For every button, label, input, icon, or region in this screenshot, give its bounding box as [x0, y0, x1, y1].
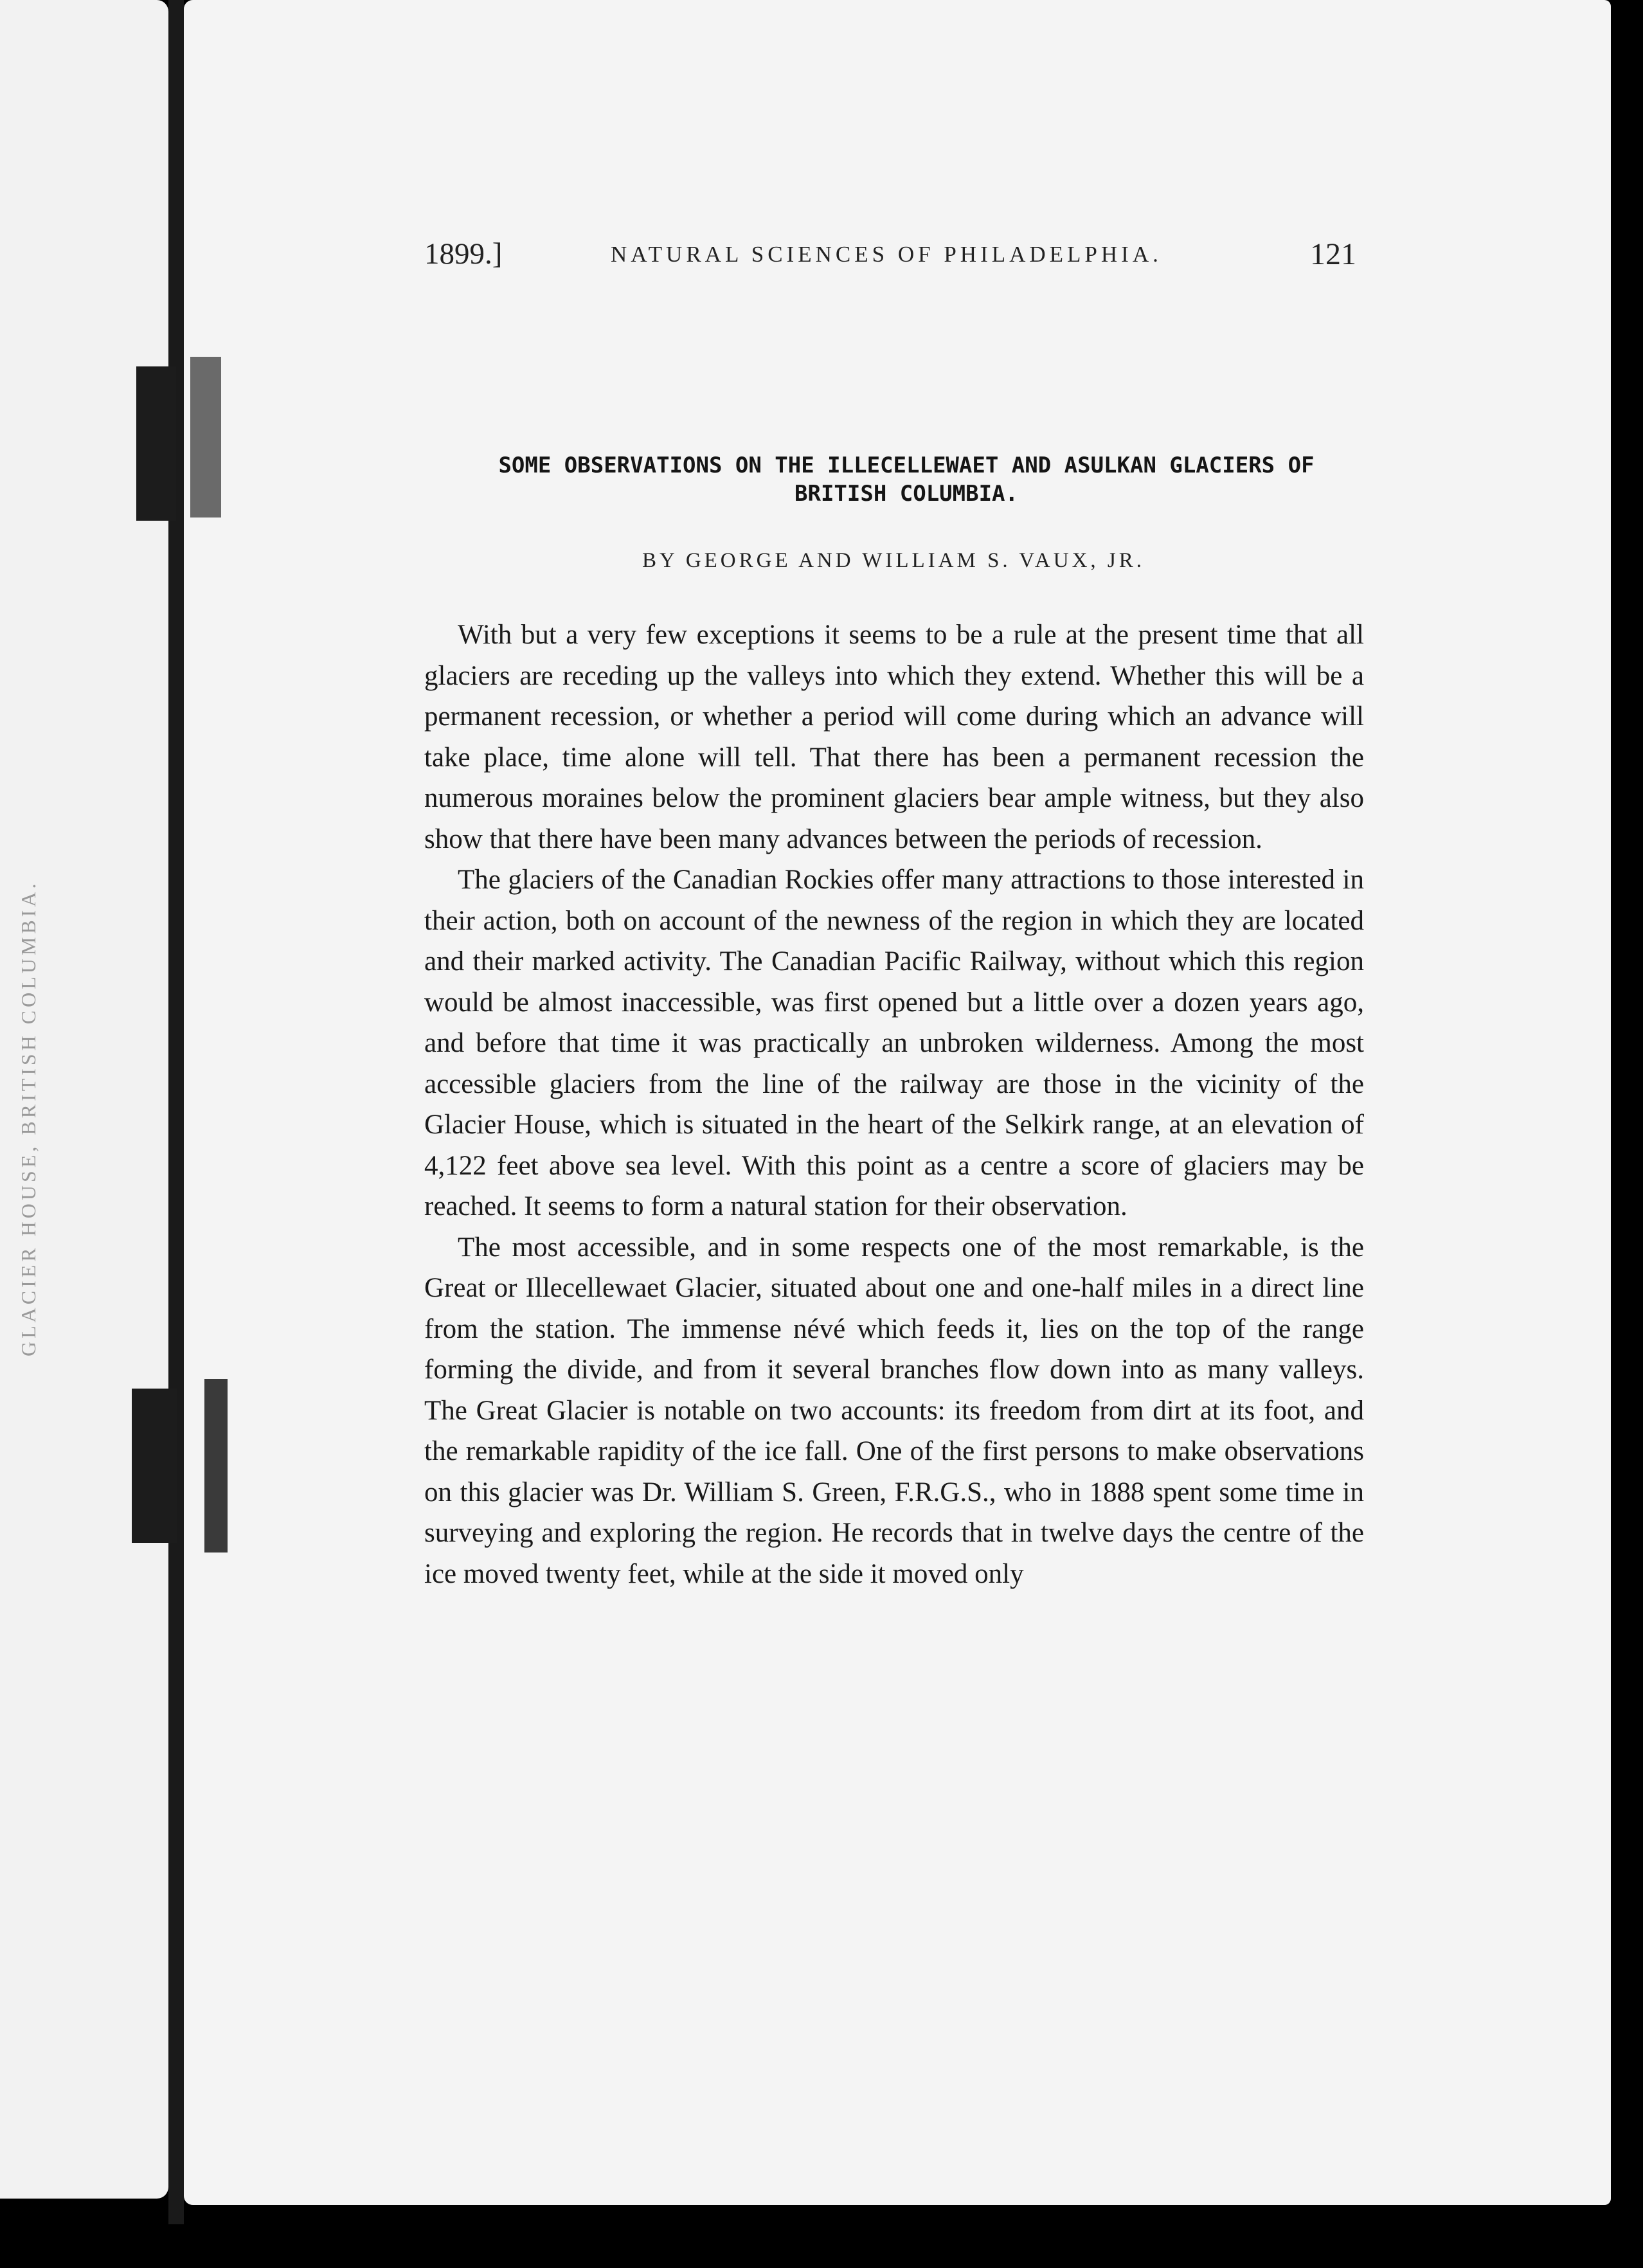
header-year: 1899.] [424, 237, 503, 271]
article-title: SOME OBSERVATIONS ON THE ILLECELLEWAET AND ASULKAN GLACIERS OF BRITISH COLUMBIA. [498, 453, 1315, 507]
paragraph: The glaciers of the Canadian Rockies offer many attractions to those interested in their action, both on account of the newness of the region in which they are located and their marked activity. The Canadian Pacific Railway, without which this region would be almost inaccessible, was first opened but a little over a dozen years ago, and before that time it was practically an unbroken wilderness. Among the most accessible glaciers from the line of the railway are those in the vicinity of the Glacier House, which is situated in the heart of the Selkirk range, at an elevation of 4,122 feet above sea level. With this point as a centre a score of glaciers may be reached. It seems to form a natural station for their observation. [424, 865, 1364, 1221]
binding-tape [204, 1379, 228, 1553]
paragraph: With but a very few exceptions it seems to be a rule at the present time that all glaciers are receding up the valleys into which they extend. Whether this will be a permanent recession, or whether a period will come during which an advance will take place, time alone will tell. That there has been a permanent recession the numerous moraines below the prominent glaciers bear ample witness, but they also show that there have been many advances between the periods of recession. [424, 620, 1364, 854]
binding-tape [132, 1389, 177, 1543]
plate-caption-text: GLACIER HOUSE, BRITISH COLUMBIA. [17, 880, 40, 1356]
article-body [424, 615, 1364, 1594]
running-head [424, 237, 1356, 275]
book-gutter [168, 0, 184, 2224]
paragraph: The most accessible, and in some respects one of the most remarkable, is the Great or Illecellewaet Glacier, situated about one and one-half miles in a direct line from the station. The immense névé which feeds it, lies on the top of the range forming the divide, and from it several branches flow down into as many valleys. The Great Glacier is notable on two accounts: its freedom from dirt at its foot, and the remarkable rapidity of the ice fall. One of the first persons to make observations on this glacier was Dr. William S. Green, F.R.G.S., who in 1888 spent some time in surveying and exploring the region. He records that in twelve days the centre of the ice moved twenty feet, while at the side it moved only [424, 1232, 1364, 1589]
article-byline: BY GEORGE AND WILLIAM S. VAUX, JR. [642, 549, 1145, 572]
binding-tape [136, 366, 176, 521]
page-number: 121 [1310, 237, 1356, 271]
binding-tape [190, 357, 221, 518]
header-journal: NATURAL SCIENCES OF PHILADELPHIA. [611, 242, 1162, 267]
